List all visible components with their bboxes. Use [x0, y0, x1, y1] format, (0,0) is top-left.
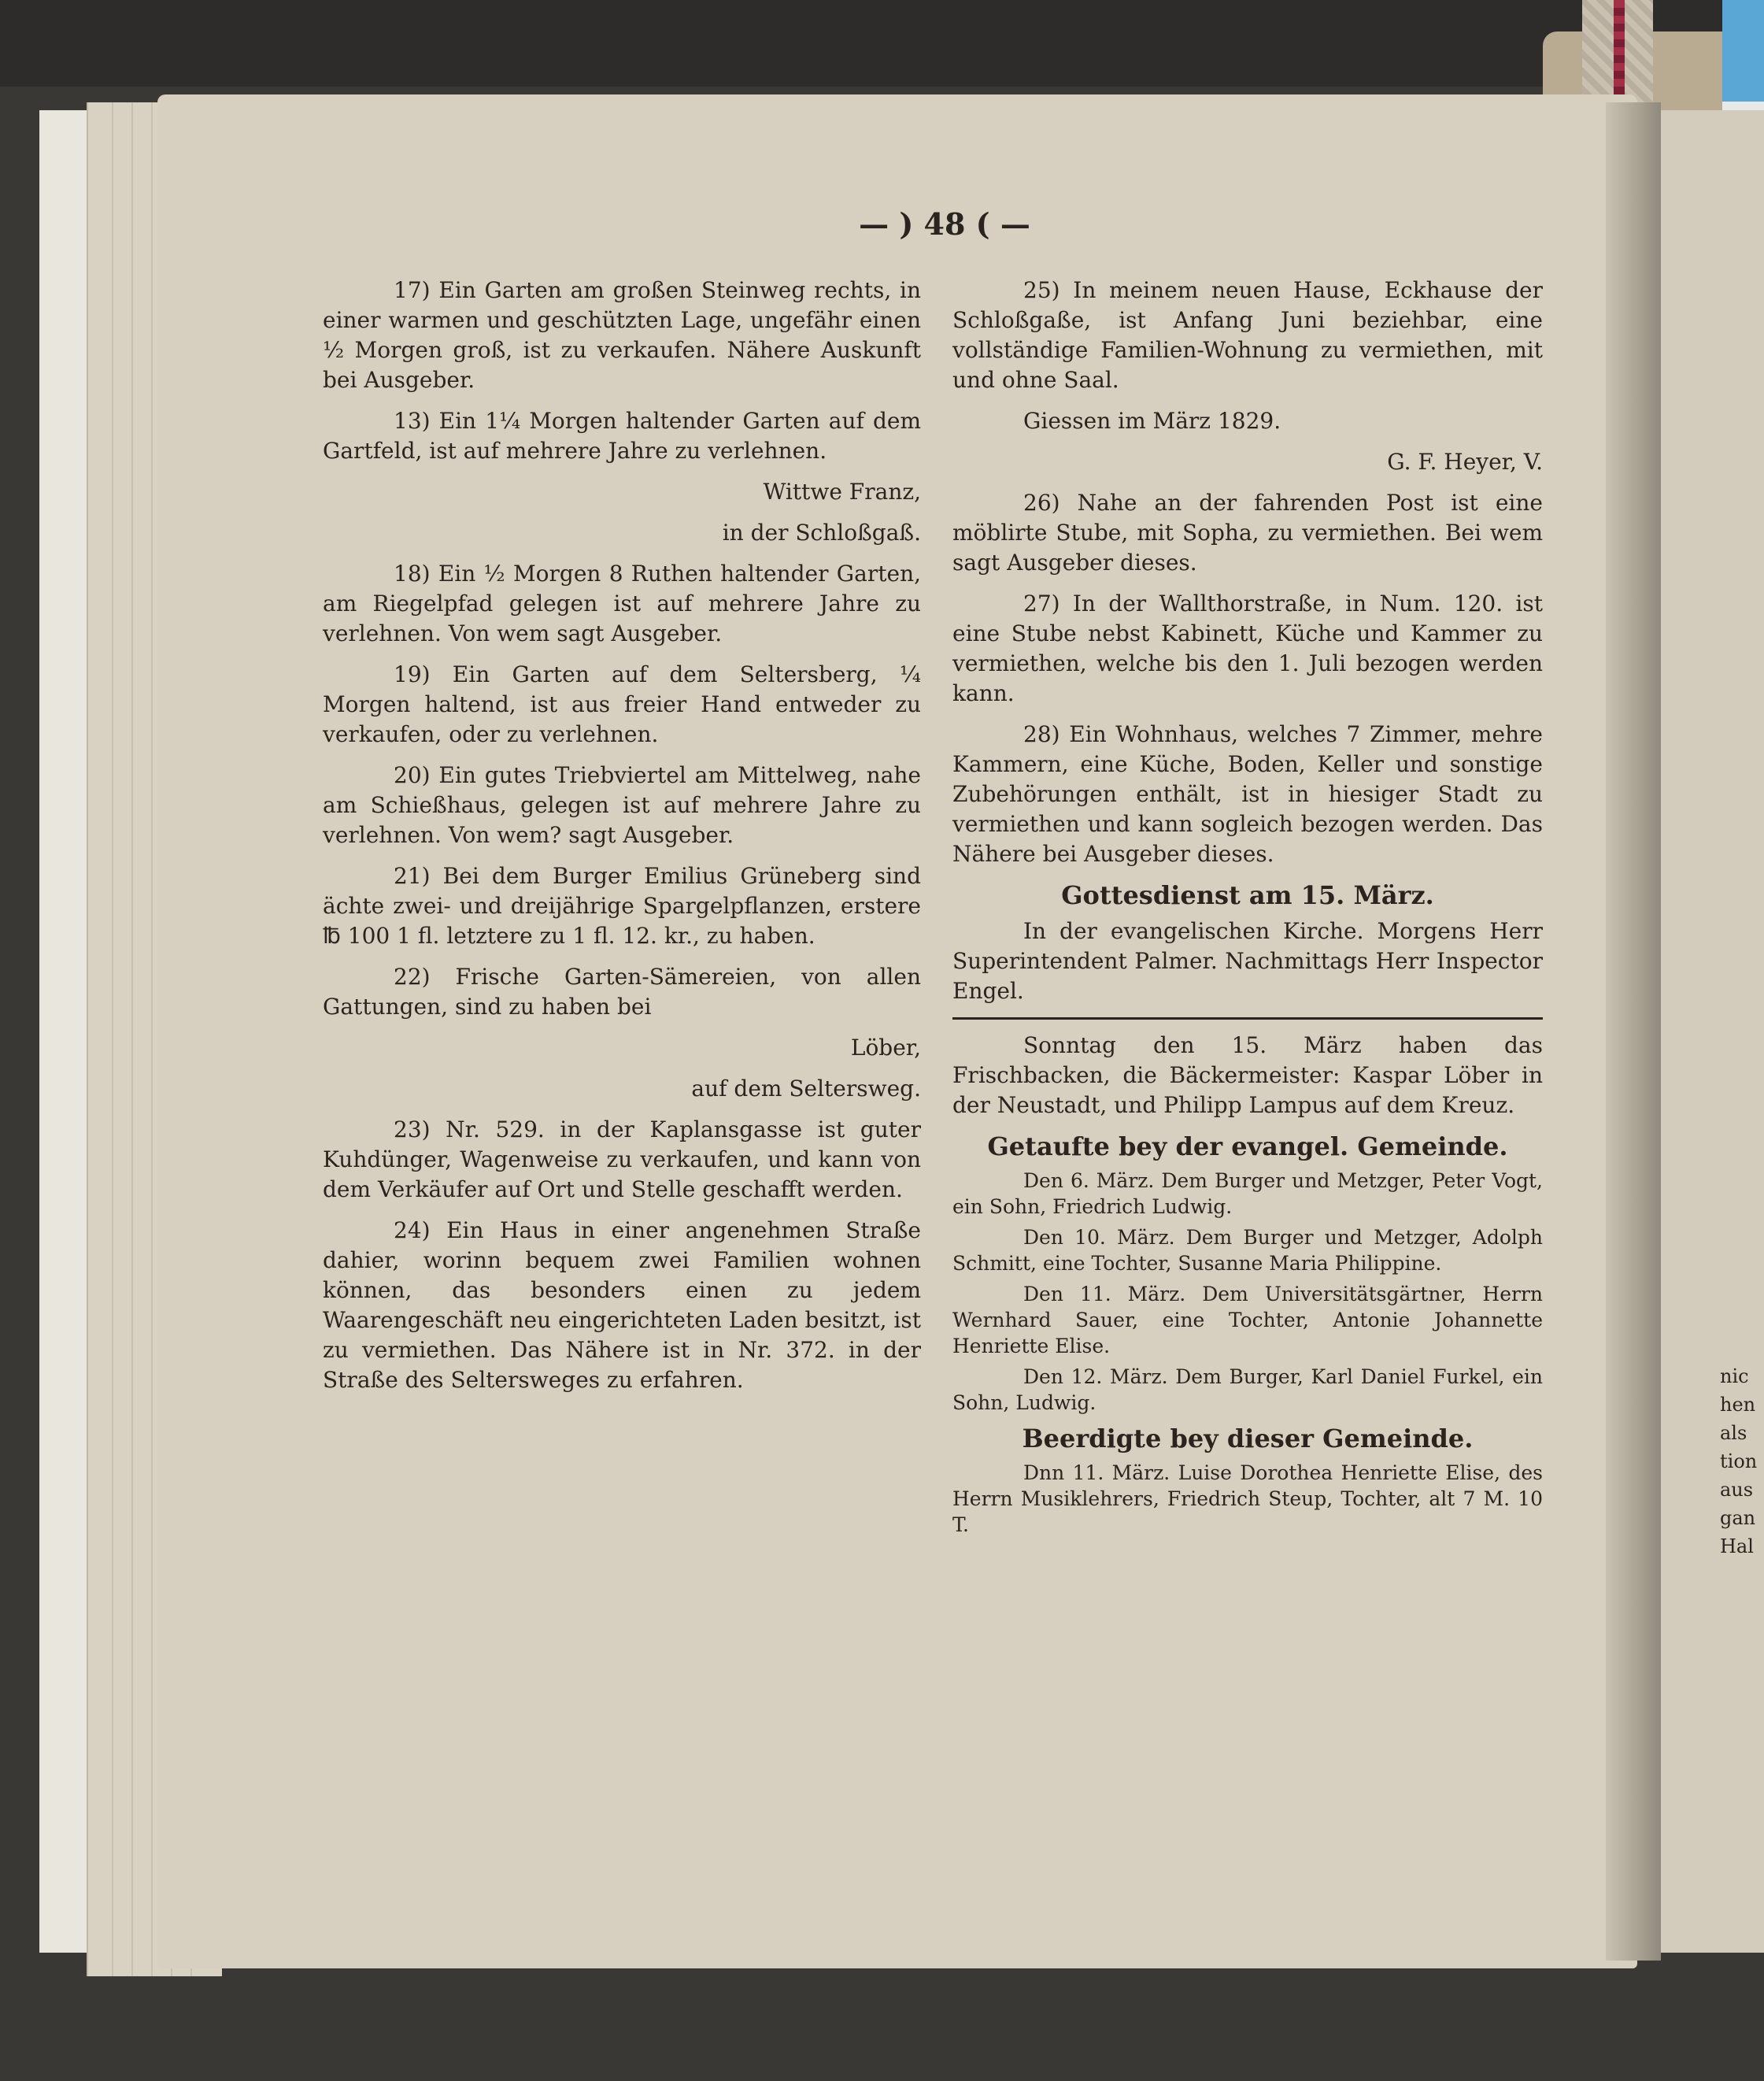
right-ad: 25) In meinem neuen Hause, Eckhause der Schloßgaße, ist Anfang Juni beziehbar, eine vollständige Familien-Wohnung zu vermiethen, mit und ohne Saal. — [952, 277, 1543, 393]
page-number: — ) 48 ( — — [859, 206, 1030, 242]
service-text: In der evangelischen Kirche. Morgens Herr Superintendent Palmer. Nachmittags Herr Inspector Engel. — [952, 918, 1543, 1004]
edge-fragment: aus — [1720, 1479, 1754, 1501]
burial-entry: Dnn 11. März. Luise Dorothea Henriette Elise, des Herrn Musiklehrers, Friedrich Steup, Tochter, alt 7 M. 10 T. — [952, 1461, 1543, 1536]
left_column-signature: Löber, — [850, 1035, 921, 1061]
divider-rule — [952, 1017, 1543, 1020]
bakers-text: Sonntag den 15. März haben das Frischbacken, die Bäckermeister: Kaspar Löber in der Neustadt, und Philipp Lampus auf dem Kreuz. — [952, 1032, 1543, 1118]
left_column-ad: 23) Nr. 529. in der Kaplansgasse ist guter Kuhdünger, Wagenweise zu verkaufen, und kann von dem Verkäufer auf Ort und Stelle geschafft werden. — [323, 1116, 921, 1202]
left_column-signature: Wittwe Franz, — [763, 479, 921, 505]
left-column — [323, 276, 921, 1406]
baptism-entry: Den 12. März. Dem Burger, Karl Daniel Furkel, ein Sohn, Ludwig. — [952, 1365, 1543, 1414]
baptized-heading: Getaufte bey der evangel. Gemeinde. — [987, 1131, 1508, 1161]
right-ad: 26) Nahe an der fahrenden Post ist eine möblirte Stube, mit Sopha, zu vermiethen. Bei wem sagt Ausgeber dieses. — [952, 490, 1543, 576]
left_column-signature: in der Schloßgaß. — [722, 520, 921, 546]
book-gutter — [1606, 102, 1661, 1961]
edge-fragment: hen — [1720, 1394, 1756, 1416]
left_column-ad: 24) Ein Haus in einer angenehmen Straße dahier, worinn bequem zwei Familien wohnen können, das besonders einen zu jedem Waarengeschäft neu eingerichteten Laden besitzt, ist zu vermiethen. Das Nähere ist in Nr. 372. in der Straße des Seltersweges zu erfahren. — [323, 1217, 921, 1393]
service-heading: Gottesdienst am 15. März. — [1061, 880, 1434, 910]
left_column-ad: 21) Bei dem Burger Emilius Grüneberg sind ächte zwei- und dreijährige Spargelpflanzen, erstere ℔ 100 1 fl. letztere zu 1 fl. 12. kr., zu haben. — [323, 863, 921, 949]
buried-heading: Beerdigte bey dieser Gemeinde. — [1022, 1424, 1474, 1453]
baptism-entry: Den 11. März. Dem Universitätsgärtner, Herrn Wernhard Sauer, eine Tochter, Antonie Johannette Henriette Elise. — [952, 1283, 1543, 1357]
baptized-list — [952, 1168, 1543, 1416]
background-top — [0, 0, 1764, 87]
baptism-entry: Den 10. März. Dem Burger und Metzger, Adolph Schmitt, eine Tochter, Susanne Maria Philippine. — [952, 1226, 1543, 1275]
facing-page — [1645, 110, 1764, 1953]
left_column-ad: 13) Ein 1¼ Morgen haltender Garten auf dem Gartfeld, ist auf mehrere Jahre zu verlehnen. — [323, 408, 921, 464]
buried-list — [952, 1460, 1543, 1538]
edge-fragment: als — [1720, 1422, 1747, 1444]
left_column-ad: 18) Ein ½ Morgen 8 Ruthen haltender Garten, am Riegelpfad gelegen ist auf mehrere Jahre zu verlehnen. Von wem sagt Ausgeber. — [323, 561, 921, 646]
edge-fragment: nic — [1720, 1365, 1749, 1387]
right-ad: 28) Ein Wohnhaus, welches 7 Zimmer, mehre Kammern, eine Küche, Boden, Keller und sonstige Zubehörungen enthält, ist in hiesiger Stadt zu vermiethen und kann sogleich bezogen werden. Das Nähere bei Ausgeber dieses. — [952, 721, 1543, 867]
facing-page-fragments — [1720, 1362, 1764, 1561]
bookmark-ribbon — [1582, 0, 1653, 102]
left_column-ad: 22) Frische Garten-Sämereien, von allen Gattungen, sind zu haben bei — [323, 964, 921, 1020]
right-ad: 27) In der Wallthorstraße, in Num. 120. ist eine Stube nebst Kabinett, Küche und Kammer zu vermiethen, welche bis den 1. Juli bezogen werden kann. — [952, 591, 1543, 706]
edge-fragment: tion — [1720, 1450, 1758, 1472]
left_column-ad: 20) Ein gutes Triebviertel am Mittelweg, nahe am Schießhaus, gelegen ist auf mehrere Jahre zu verlehnen. Von wem? sagt Ausgeber. — [323, 762, 921, 848]
left_column-ad: 17) Ein Garten am großen Steinweg rechts, in einer warmen und geschützten Lage, ungefähr einen ½ Morgen groß, ist zu verkaufen. Nähere Auskunft bei Ausgeber. — [323, 277, 921, 393]
right-ad: Giessen im März 1829. — [1023, 408, 1281, 434]
left_column-signature: auf dem Seltersweg. — [691, 1076, 921, 1102]
edge-fragment: Hal — [1720, 1535, 1754, 1557]
baptism-entry: Den 6. März. Dem Burger und Metzger, Peter Vogt, ein Sohn, Friedrich Ludwig. — [952, 1169, 1543, 1218]
right-signature: G. F. Heyer, V. — [1387, 449, 1543, 475]
right-ads — [952, 276, 1543, 869]
edge-fragment: gan — [1720, 1507, 1756, 1529]
left_column-ad: 19) Ein Garten auf dem Seltersberg, ¼ Morgen haltend, ist aus freier Hand entweder zu verkaufen, oder zu verlehnen. — [323, 661, 921, 747]
right-column — [952, 276, 1543, 1542]
